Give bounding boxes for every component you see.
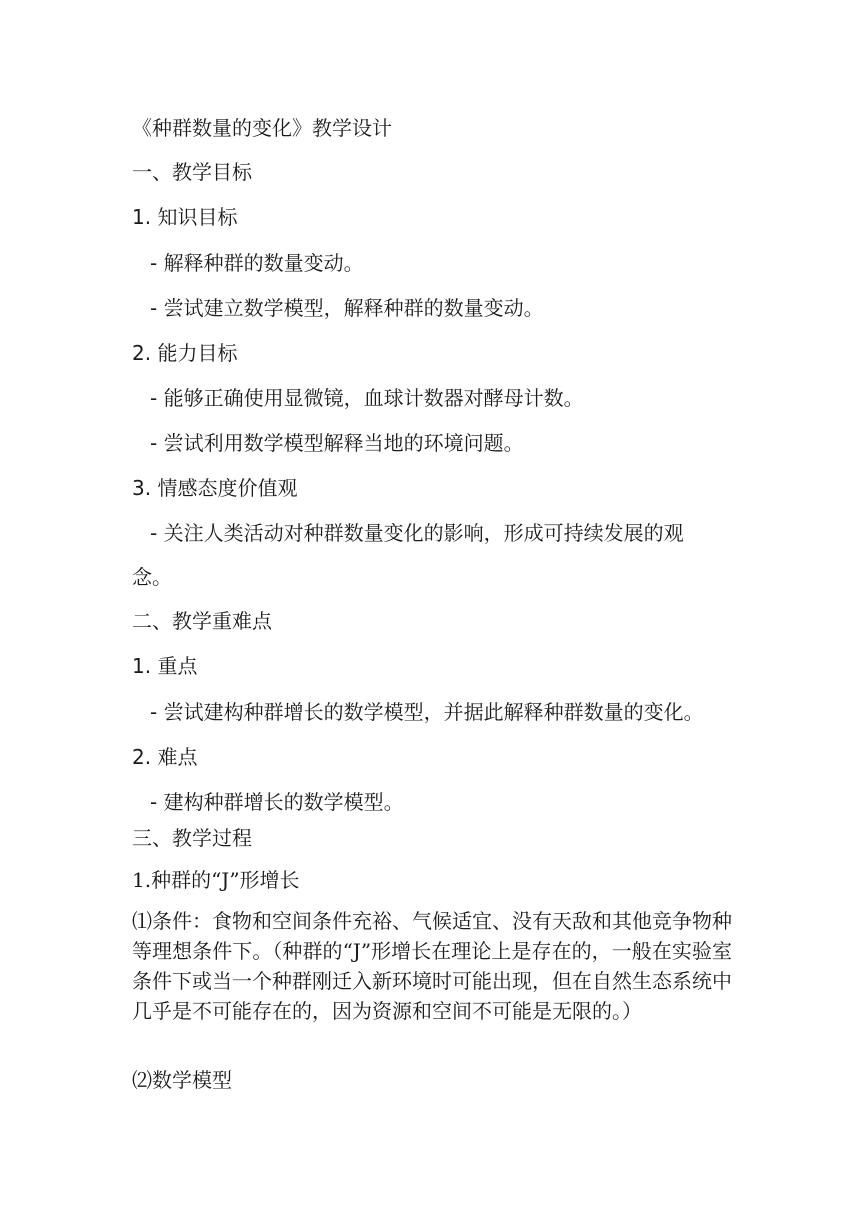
paragraph-conditions: ⑴条件：食物和空间条件充裕、气候适宜、没有天敌和其他竞争物种等理想条件下。（种群的“J”形增长在理论上是存在的，一般在实验室条件下或当一个种群刚迁入新环境时可能出现，但在自然生态系统中几乎是不可能存在的，因为资源和空间不可能是无限的。） [132,909,732,1023]
list-item: - 能够正确使用显微镜，血球计数器对酵母计数。 [150,386,584,410]
section-heading-key-points: 二、教学重难点 [132,609,272,633]
section-heading-process: 三、教学过程 [132,826,252,850]
document-title: 《种群数量的变化》教学设计 [132,116,392,140]
list-item: - 建构种群增长的数学模型。 [150,790,404,814]
list-item-continuation: 念。 [132,565,172,589]
list-item: - 尝试建立数学模型，解释种群的数量变动。 [150,296,544,320]
subheading-knowledge: 1. 知识目标 [132,205,238,229]
list-item: - 尝试建构种群增长的数学模型，并据此解释种群数量的变化。 [150,700,704,724]
list-item: - 关注人类活动对种群数量变化的影响，形成可持续发展的观 [150,521,684,545]
section-heading-objectives: 一、教学目标 [132,160,252,184]
list-item: - 解释种群的数量变动。 [150,251,364,275]
subheading-j-growth: 1.种群的“J”形增长 [132,868,300,892]
paragraph-math-model: ⑵数学模型 [132,1068,232,1092]
subheading-difficulty: 2. 难点 [132,745,198,769]
list-item: - 尝试利用数学模型解释当地的环境问题。 [150,431,524,455]
subheading-ability: 2. 能力目标 [132,341,238,365]
subheading-key-point: 1. 重点 [132,654,198,678]
subheading-attitude: 3. 情感态度价值观 [132,476,298,500]
